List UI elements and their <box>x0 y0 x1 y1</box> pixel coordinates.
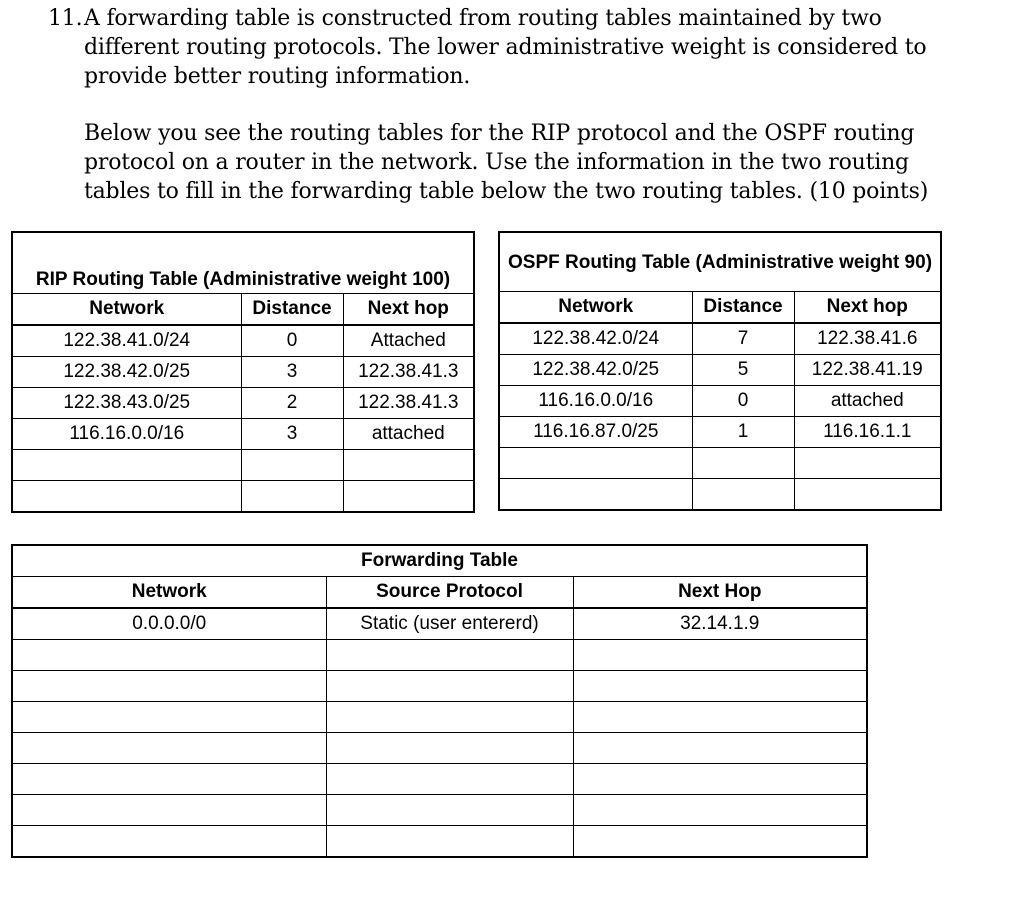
table-cell[interactable] <box>499 479 692 511</box>
table-row <box>12 419 474 450</box>
table-cell[interactable] <box>326 702 573 733</box>
table-row <box>12 450 474 481</box>
table-cell[interactable] <box>573 795 867 826</box>
table-cell[interactable] <box>241 481 343 513</box>
question-line: Below you see the routing tables for the RIP protocol and the OSPF routing <box>84 121 915 146</box>
table-cell: 122.38.41.0/24 <box>12 325 241 357</box>
question-block <box>48 4 968 206</box>
rip-table-title: RIP Routing Table (Administrative weight 100) <box>12 232 474 294</box>
table-cell: 116.16.0.0/16 <box>499 386 692 417</box>
forwarding-table-title: Forwarding Table <box>12 545 867 577</box>
rip-routing-table <box>11 231 475 513</box>
table-cell[interactable] <box>573 826 867 858</box>
table-cell[interactable] <box>241 450 343 481</box>
table-cell[interactable] <box>12 702 326 733</box>
table-cell: 122.38.41.19 <box>794 355 941 386</box>
table-cell: 3 <box>241 357 343 388</box>
table-cell[interactable] <box>343 481 474 513</box>
table-cell: 1 <box>692 417 794 448</box>
table-cell: 2 <box>241 388 343 419</box>
question-line: tables to fill in the forwarding table below the two routing tables. (10 points) <box>84 179 929 204</box>
table-cell[interactable] <box>12 764 326 795</box>
question-paragraph-2 <box>48 119 968 206</box>
table-row <box>12 702 867 733</box>
table-cell: 122.38.41.6 <box>794 323 941 355</box>
question-number: 11. <box>48 6 83 31</box>
table-cell[interactable] <box>12 795 326 826</box>
ospf-table-title: OSPF Routing Table (Administrative weight 90) <box>499 232 941 292</box>
table-cell: 32.14.1.9 <box>573 608 867 640</box>
table-row <box>12 671 867 702</box>
table-row <box>12 481 474 513</box>
table-row <box>12 325 474 357</box>
table-cell[interactable] <box>573 764 867 795</box>
rip-header-next-hop: Next hop <box>343 294 474 326</box>
rip-header-network: Network <box>12 294 241 326</box>
table-cell: 116.16.87.0/25 <box>499 417 692 448</box>
table-cell[interactable] <box>12 733 326 764</box>
table-cell: 122.38.42.0/25 <box>499 355 692 386</box>
fwd-header-next-hop: Next Hop <box>573 577 867 609</box>
fwd-header-network: Network <box>12 577 326 609</box>
question-line: A forwarding table is constructed from routing tables maintained by two <box>84 6 882 31</box>
table-cell[interactable] <box>326 826 573 858</box>
table-row <box>12 608 867 640</box>
table-cell: 7 <box>692 323 794 355</box>
table-cell: attached <box>794 386 941 417</box>
question-line: different routing protocols. The lower administrative weight is considered to <box>84 35 927 60</box>
table-cell[interactable] <box>12 481 241 513</box>
table-cell: 122.38.42.0/25 <box>12 357 241 388</box>
table-cell[interactable] <box>794 448 941 479</box>
table-row <box>12 388 474 419</box>
table-cell[interactable] <box>343 450 474 481</box>
table-cell: 0 <box>241 325 343 357</box>
table-cell[interactable] <box>326 671 573 702</box>
table-cell[interactable] <box>326 733 573 764</box>
table-cell: 122.38.41.3 <box>343 388 474 419</box>
table-cell: attached <box>343 419 474 450</box>
table-cell: Static (user entererd) <box>326 608 573 640</box>
table-cell[interactable] <box>692 448 794 479</box>
ospf-header-network: Network <box>499 292 692 324</box>
table-cell[interactable] <box>12 450 241 481</box>
table-row <box>499 479 941 511</box>
question-line: provide better routing information. <box>84 64 471 89</box>
table-cell[interactable] <box>573 702 867 733</box>
table-cell: 116.16.0.0/16 <box>12 419 241 450</box>
table-row <box>499 323 941 355</box>
ospf-header-distance: Distance <box>692 292 794 324</box>
table-cell: 122.38.43.0/25 <box>12 388 241 419</box>
table-cell[interactable] <box>573 640 867 671</box>
table-cell[interactable] <box>12 640 326 671</box>
table-cell: 116.16.1.1 <box>794 417 941 448</box>
table-cell[interactable] <box>573 733 867 764</box>
table-row <box>12 357 474 388</box>
table-cell[interactable] <box>12 826 326 858</box>
table-cell[interactable] <box>499 448 692 479</box>
fwd-header-source-protocol: Source Protocol <box>326 577 573 609</box>
table-row <box>12 795 867 826</box>
table-cell[interactable] <box>326 640 573 671</box>
question-line: protocol on a router in the network. Use the information in the two routing <box>84 150 909 175</box>
ospf-header-next-hop: Next hop <box>794 292 941 324</box>
table-cell[interactable] <box>573 671 867 702</box>
table-row <box>499 355 941 386</box>
table-cell: 5 <box>692 355 794 386</box>
table-row <box>499 448 941 479</box>
table-row <box>12 764 867 795</box>
table-row <box>499 386 941 417</box>
table-cell: 122.38.42.0/24 <box>499 323 692 355</box>
question-paragraph-1 <box>48 4 968 91</box>
table-cell[interactable] <box>12 671 326 702</box>
table-row <box>12 826 867 858</box>
table-cell[interactable] <box>326 795 573 826</box>
table-cell: 0.0.0.0/0 <box>12 608 326 640</box>
table-cell[interactable] <box>692 479 794 511</box>
table-row <box>499 417 941 448</box>
table-cell: 0 <box>692 386 794 417</box>
table-cell: 3 <box>241 419 343 450</box>
rip-header-distance: Distance <box>241 294 343 326</box>
table-cell[interactable] <box>794 479 941 511</box>
table-cell: 122.38.41.3 <box>343 357 474 388</box>
table-row <box>12 640 867 671</box>
table-cell: Attached <box>343 325 474 357</box>
table-cell[interactable] <box>326 764 573 795</box>
ospf-routing-table <box>498 231 942 511</box>
forwarding-table <box>11 544 868 858</box>
table-row <box>12 733 867 764</box>
